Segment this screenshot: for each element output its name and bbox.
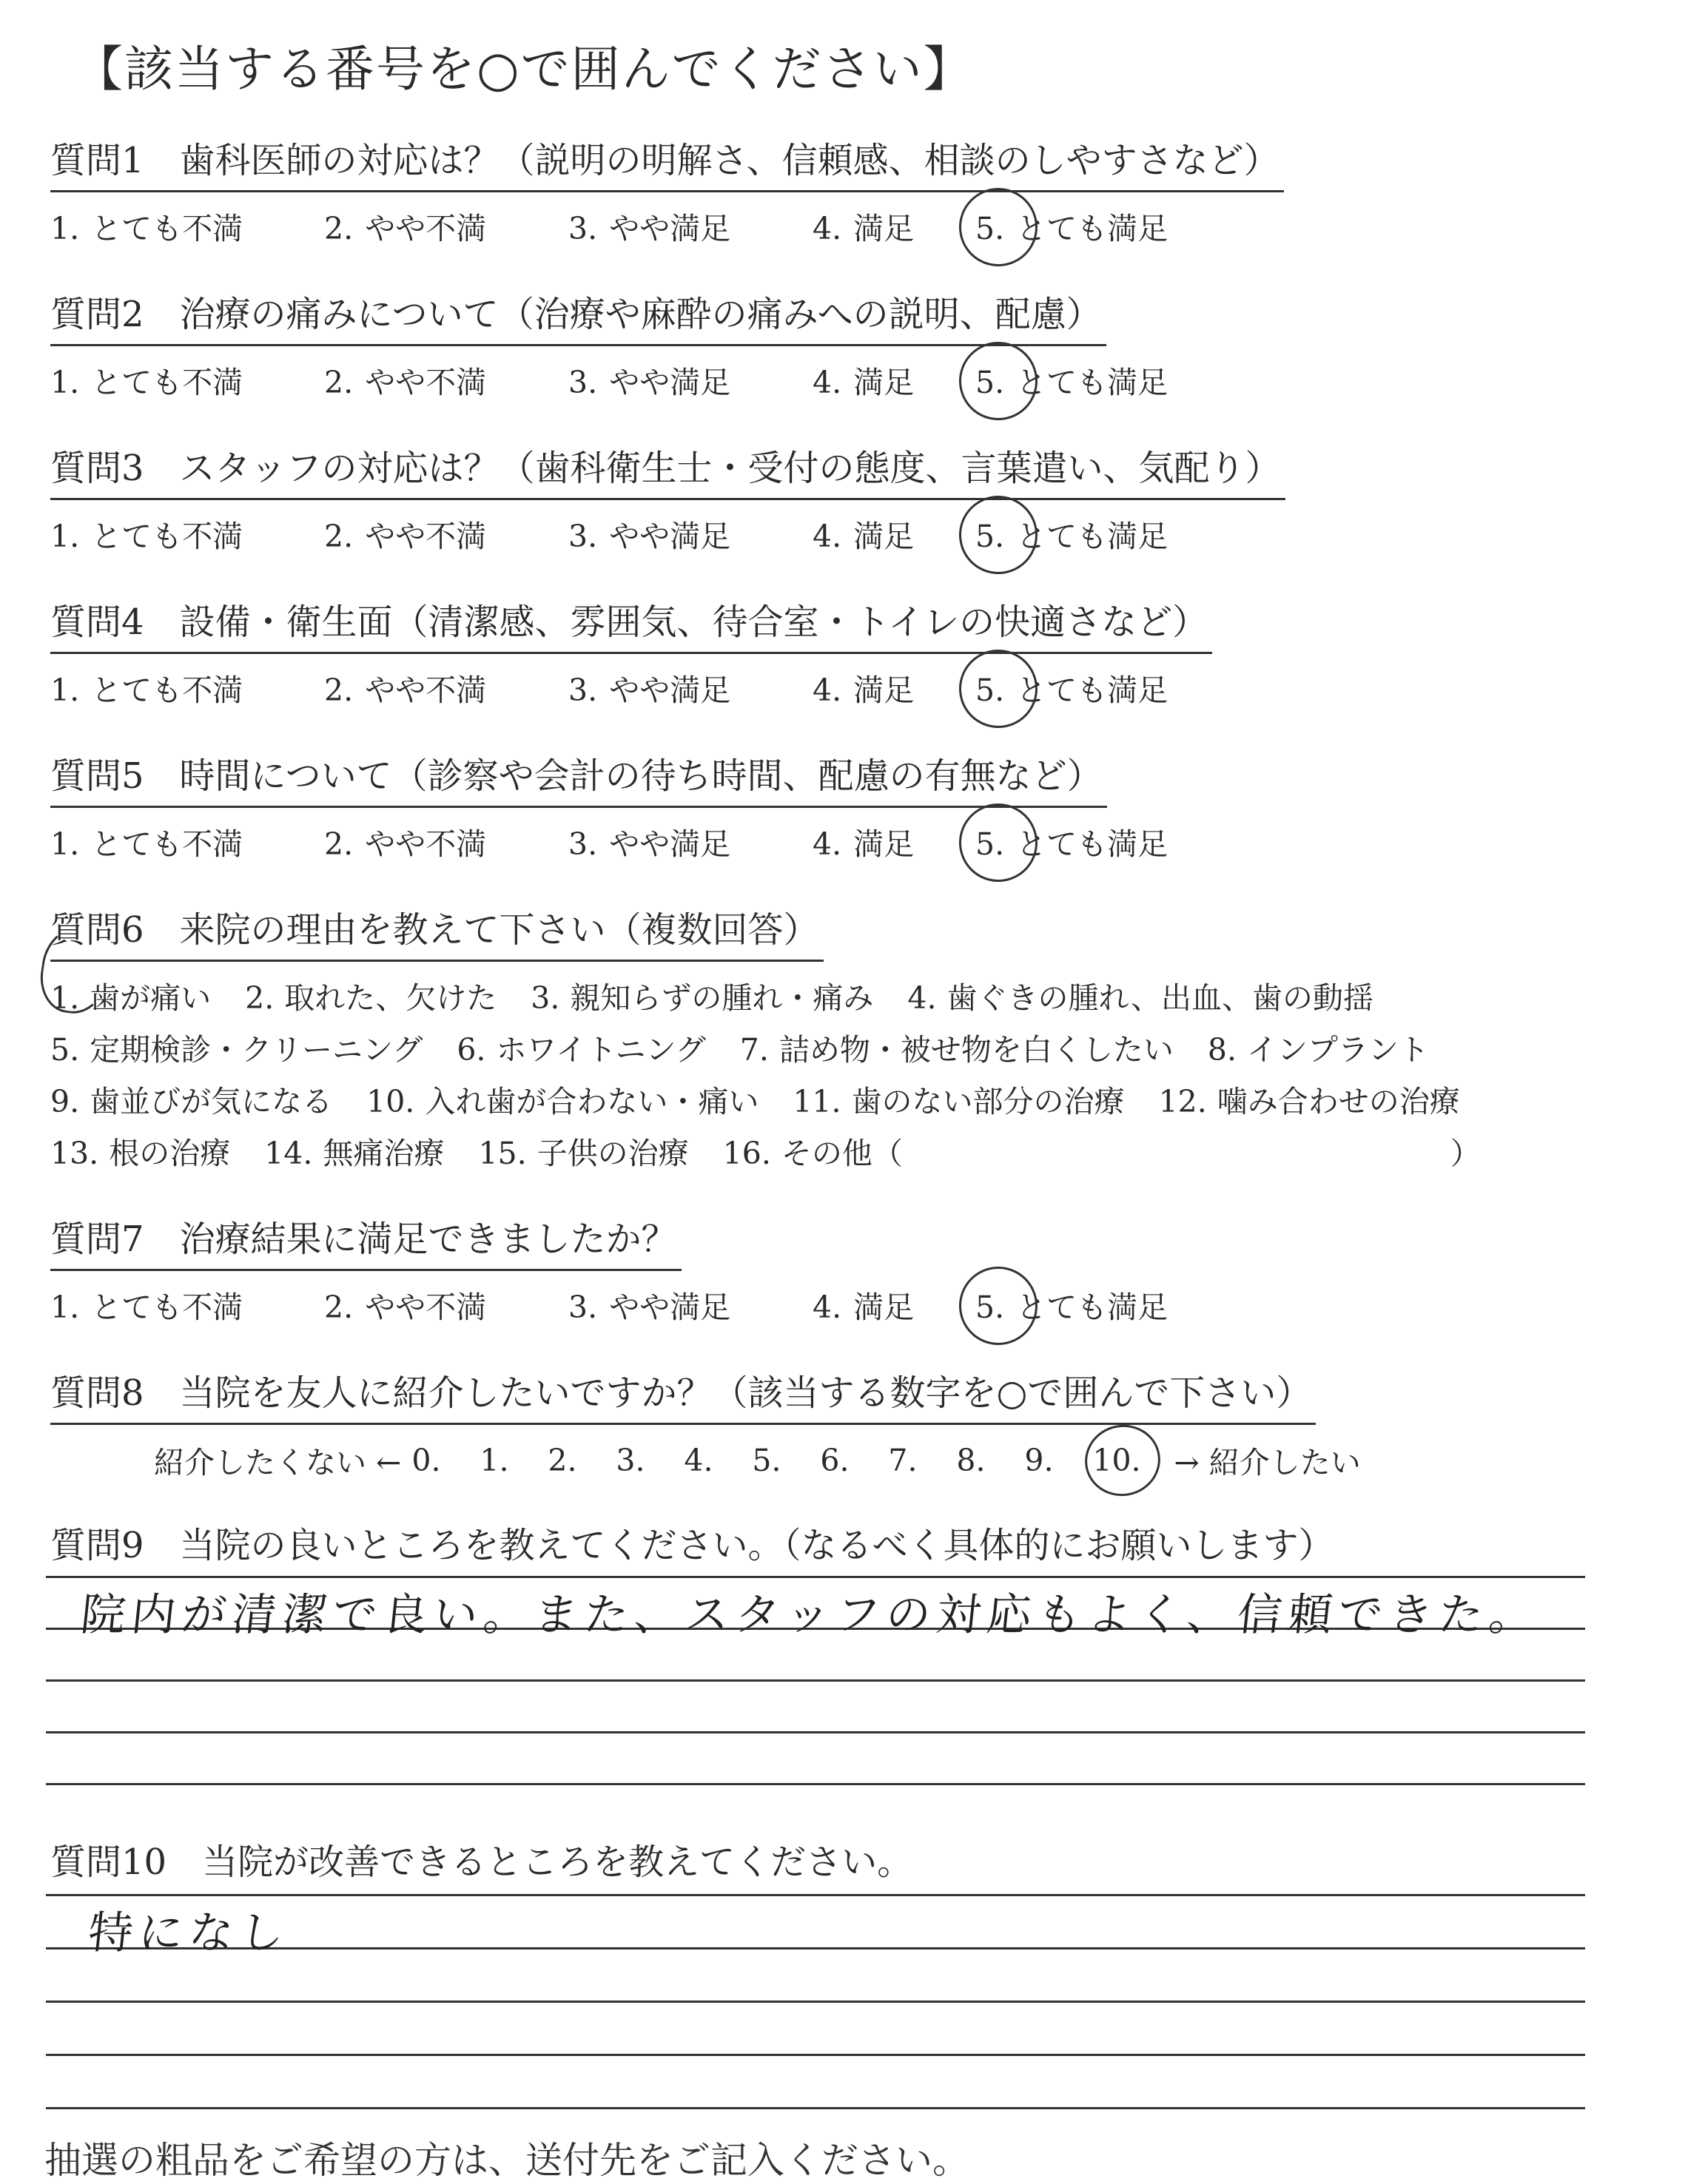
reason-16[interactable]: 16. その他（ ） xyxy=(722,1136,1481,1171)
scale-left-label: 紹介したくない ← xyxy=(154,1445,402,1480)
question-4 xyxy=(50,593,1212,710)
question-6-reasons xyxy=(50,972,1515,1179)
question-5 xyxy=(50,747,1190,863)
reason-5[interactable]: 5. 定期検診・クリーニング xyxy=(50,1032,423,1068)
answer-line xyxy=(46,1731,1585,1733)
option-4[interactable]: 4. 満足 xyxy=(813,519,915,554)
question-5-title: 質問5 時間について（診察や会計の待ち時間、配慮の有無など） xyxy=(50,747,1107,808)
option-1[interactable]: 1. とても不満 xyxy=(50,826,243,862)
question-1 xyxy=(50,132,1284,248)
recommend-scale xyxy=(154,1438,1371,1482)
answer-line xyxy=(46,2054,1585,2056)
option-5[interactable]: 5. とても満足 xyxy=(975,820,1168,863)
option-3[interactable]: 3. やや満足 xyxy=(568,673,731,708)
reason-15[interactable]: 15. 子供の治療 xyxy=(478,1136,689,1171)
reason-row xyxy=(50,1128,1515,1179)
reason-10[interactable]: 10. 入れ歯が合わない・痛い xyxy=(366,1084,759,1119)
scale-8[interactable]: 8. xyxy=(956,1442,986,1478)
option-5[interactable]: 5. とても満足 xyxy=(975,358,1168,402)
question-10-title: 質問10 当院が改善できるところを教えてください。 xyxy=(50,1841,913,1883)
reason-9[interactable]: 9. 歯並びが気になる xyxy=(50,1084,333,1119)
question-1-title: 質問1 歯科医師の対応は？（説明の明解さ、信頼感、相談のしやすさなど） xyxy=(50,132,1284,192)
answer-line xyxy=(46,2001,1585,2003)
question-2 xyxy=(50,286,1190,402)
option-4[interactable]: 4. 満足 xyxy=(813,826,915,862)
answer-line xyxy=(46,1679,1585,1682)
option-4[interactable]: 4. 満足 xyxy=(813,1290,915,1325)
question-6 xyxy=(50,901,1515,1179)
option-4[interactable]: 4. 満足 xyxy=(813,673,915,708)
question-3-title: 質問3 スタッフの対応は？（歯科衛生士・受付の態度、言葉遣い、気配り） xyxy=(50,439,1285,500)
question-3-options xyxy=(50,512,1285,556)
question-7-options xyxy=(50,1283,1190,1327)
scale-3[interactable]: 3. xyxy=(616,1442,645,1478)
reason-row xyxy=(50,1076,1515,1128)
question-9-handwritten-answer[interactable]: 院内が清潔で良い。また、スタッフの対応もよく、信頼できた。 xyxy=(78,1589,1542,1641)
reason-13[interactable]: 13. 根の治療 xyxy=(50,1136,231,1171)
question-2-title: 質問2 治療の痛みについて（治療や麻酔の痛みへの説明、配慮） xyxy=(50,286,1106,346)
question-4-title: 質問4 設備・衛生面（清潔感、雰囲気、待合室・トイレの快適さなど） xyxy=(50,593,1212,654)
question-6-title: 質問6 来院の理由を教えて下さい（複数回答） xyxy=(50,901,824,962)
option-2[interactable]: 2. やや不満 xyxy=(324,365,487,400)
option-3[interactable]: 3. やや満足 xyxy=(568,1290,731,1325)
option-1[interactable]: 1. とても不満 xyxy=(50,673,243,708)
option-5[interactable]: 5. とても満足 xyxy=(975,666,1168,710)
question-10 xyxy=(50,1833,912,1884)
reason-7[interactable]: 7. 詰め物・被せ物を白くしたい xyxy=(739,1032,1174,1068)
option-2[interactable]: 2. やや不満 xyxy=(324,519,487,554)
option-3[interactable]: 3. やや満足 xyxy=(568,826,731,862)
reason-11[interactable]: 11. 歯のない部分の治療 xyxy=(793,1084,1125,1119)
reason-row xyxy=(50,972,1515,1024)
answer-line xyxy=(46,1576,1585,1578)
question-1-options xyxy=(50,204,1284,248)
option-4[interactable]: 4. 満足 xyxy=(813,211,915,246)
reason-2[interactable]: 2. 取れた、欠けた xyxy=(245,980,497,1016)
question-7-title: 質問7 治療結果に満足できましたか？ xyxy=(50,1210,682,1271)
reason-8[interactable]: 8. インプラント xyxy=(1207,1032,1429,1068)
reason-row xyxy=(50,1024,1515,1076)
answer-line xyxy=(46,1783,1585,1785)
scale-1[interactable]: 1. xyxy=(480,1442,509,1478)
option-2[interactable]: 2. やや不満 xyxy=(324,211,487,246)
option-1[interactable]: 1. とても不満 xyxy=(50,519,243,554)
scale-5[interactable]: 5. xyxy=(752,1442,781,1478)
question-10-handwritten-answer[interactable]: 特になし xyxy=(85,1907,293,1959)
option-1[interactable]: 1. とても不満 xyxy=(50,365,243,400)
option-2[interactable]: 2. やや不満 xyxy=(324,1290,487,1325)
question-4-options xyxy=(50,666,1212,710)
reason-3[interactable]: 3. 親知らずの腫れ・痛み xyxy=(531,980,874,1016)
option-3[interactable]: 3. やや満足 xyxy=(568,365,731,400)
reason-12[interactable]: 12. 噛み合わせの治療 xyxy=(1158,1084,1460,1119)
scale-4[interactable]: 4. xyxy=(684,1442,713,1478)
scale-2[interactable]: 2. xyxy=(548,1442,577,1478)
option-1[interactable]: 1. とても不満 xyxy=(50,1290,243,1325)
option-3[interactable]: 3. やや満足 xyxy=(568,519,731,554)
reason-6[interactable]: 6. ホワイトニング xyxy=(457,1032,706,1068)
reason-1[interactable]: 1. 歯が痛い xyxy=(50,972,211,1024)
option-5[interactable]: 5. とても満足 xyxy=(975,512,1168,556)
reason-4[interactable]: 4. 歯ぐきの腫れ、出血、歯の動揺 xyxy=(907,980,1373,1016)
question-8 xyxy=(50,1364,1371,1482)
scale-right-label: → 紹介したい xyxy=(1174,1445,1361,1480)
option-5[interactable]: 5. とても満足 xyxy=(975,1283,1168,1327)
question-9 xyxy=(50,1517,1334,1568)
question-3 xyxy=(50,439,1285,556)
option-2[interactable]: 2. やや不満 xyxy=(324,673,487,708)
question-5-options xyxy=(50,820,1190,863)
scale-6[interactable]: 6. xyxy=(820,1442,850,1478)
question-2-options xyxy=(50,358,1190,402)
question-9-title: 質問9 当院の良いところを教えてください。（なるべく具体的にお願いします） xyxy=(50,1525,1334,1566)
reason-14[interactable]: 14. 無痛治療 xyxy=(264,1136,445,1171)
answer-line xyxy=(46,1894,1585,1896)
scale-7[interactable]: 7. xyxy=(888,1442,918,1478)
question-8-title: 質問8 当院を友人に紹介したいですか？（該当する数字を○で囲んで下さい） xyxy=(50,1364,1316,1425)
option-4[interactable]: 4. 満足 xyxy=(813,365,915,400)
question-7 xyxy=(50,1210,1190,1327)
footer-note: 抽選の粗品をご希望の方は、送付先をご記入ください。 xyxy=(44,2139,969,2182)
option-5[interactable]: 5. とても満足 xyxy=(975,204,1168,248)
option-1[interactable]: 1. とても不満 xyxy=(50,211,243,246)
scale-10[interactable]: 10. xyxy=(1092,1443,1174,1478)
scale-9[interactable]: 9. xyxy=(1024,1442,1054,1478)
option-2[interactable]: 2. やや不満 xyxy=(324,826,487,862)
option-3[interactable]: 3. やや満足 xyxy=(568,211,731,246)
page-title: 【該当する番号を○で囲んでください】 xyxy=(74,41,974,98)
scale-0[interactable]: 0. xyxy=(411,1442,441,1478)
other-close-paren: ） xyxy=(1450,1136,1481,1171)
answer-line xyxy=(46,2107,1585,2109)
